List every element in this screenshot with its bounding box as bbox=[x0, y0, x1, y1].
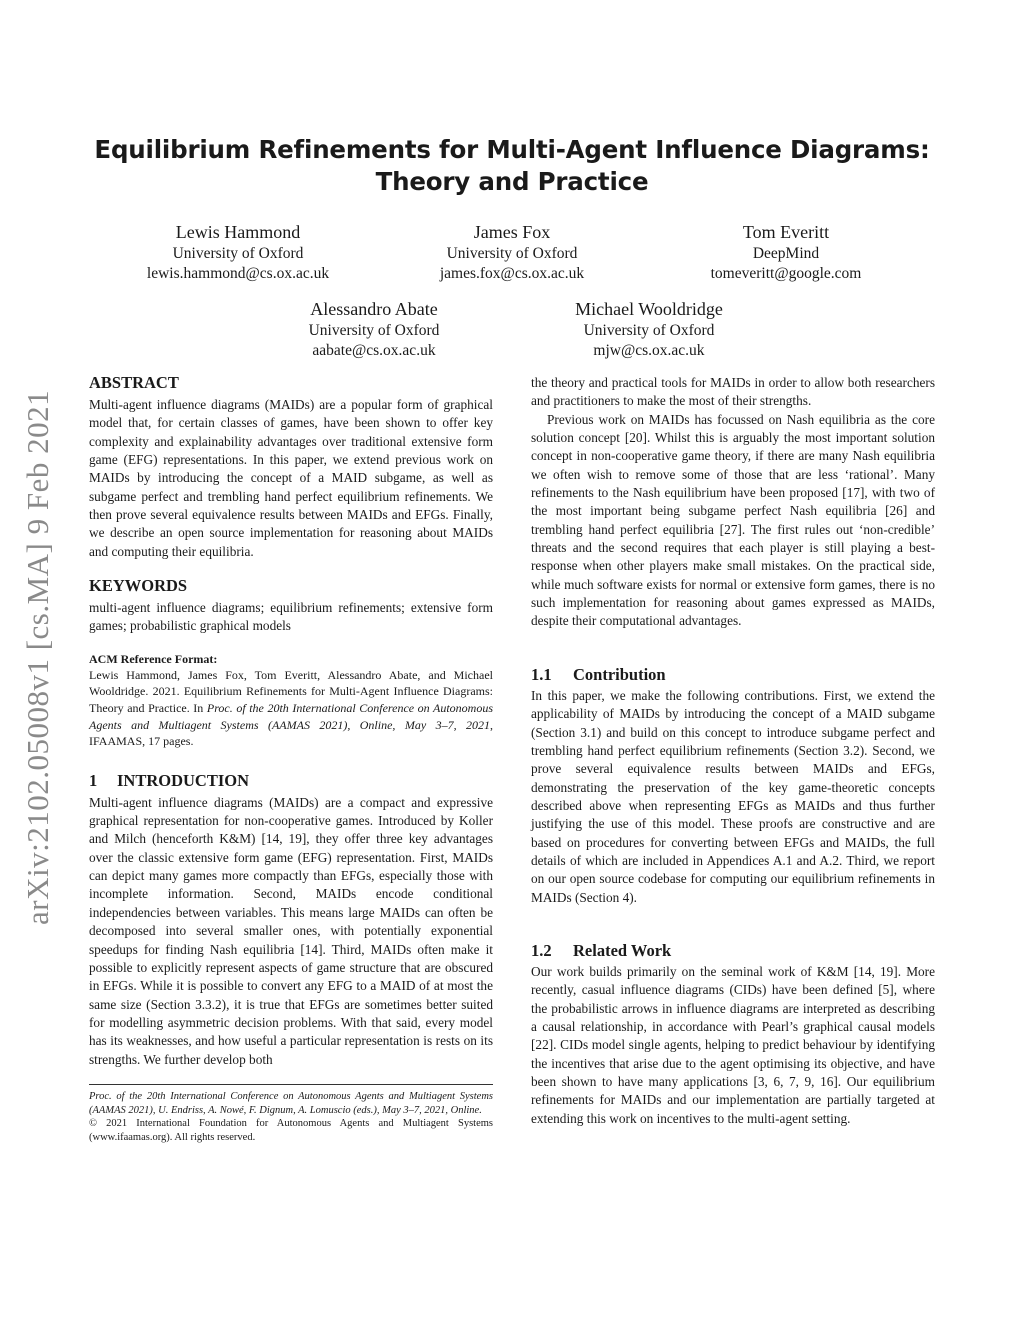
author-email: james.fox@cs.ox.ac.uk bbox=[439, 265, 585, 282]
right-column bbox=[531, 374, 935, 1128]
section-heading-contribution: 1.1 Contribution bbox=[531, 664, 666, 684]
author-affiliation: University of Oxford bbox=[172, 245, 304, 262]
author-name: Michael Wooldridge bbox=[575, 299, 723, 319]
acm-reference-heading: ACM Reference Format: bbox=[89, 651, 218, 666]
author-affiliation: DeepMind bbox=[752, 245, 820, 262]
author-email: lewis.hammond@cs.ox.ac.uk bbox=[146, 265, 330, 282]
author-email: tomeveritt@google.com bbox=[710, 265, 862, 282]
author-affiliation: University of Oxford bbox=[308, 322, 440, 339]
keywords-heading: KEYWORDS bbox=[89, 576, 188, 596]
acm-reference: Lewis Hammond, James Fox, Tom Everitt, Alessandro Abate, and Michael Wooldridge. 2021. Equilibrium Refinements for Multi-Agent Influence Diagrams: Theory and Practice. In Proc. of the 20th International Conference on Autonomous Agents and Multiagent Systems (AAMAS 2021), Online, May 3–7, 2021, IFAAMAS, 17 pages. bbox=[89, 667, 493, 749]
introduction-continuation: the theory and practical tools for MAIDs in order to allow both researchers and practitioners to make the most of their strengths. bbox=[531, 375, 935, 409]
abstract-text: Multi-agent influence diagrams (MAIDs) are a popular form of graphical model that, for certain classes of games, have been shown to offer key complexity and explainability advantages over traditional extensive form game (EFG) representations. In this paper, we extend previous work on MAIDs by introducing the concept of a MAID subgame, as well as subgame perfect and trembling hand perfect equilibrium refinements. We then prove several equivalence results between MAIDs and EFGs. Finally, we describe an open source implementation for reasoning about MAIDs and computing their equilibria. bbox=[89, 397, 493, 559]
author-name: Alessandro Abate bbox=[310, 299, 438, 319]
abstract-heading: ABSTRACT bbox=[89, 373, 179, 392]
contribution-text: In this paper, we make the following contributions. First, we extend the applicability of MAIDs by introducing the concept of a MAID subgame (Section 3.1) and build on this concept to introduce subgame perfect and trembling hand perfect equilibrium refinements (Section 3.2). Second, we prove several equivalence results between MAIDs and EFGs, demonstrating the preservation of the key game-theoretic concepts described above when representing EFGs as MAIDs and thus further justifying the use of this model. These proofs are constructive and are based on procedures for converting between EFGs and MAIDs, the full details of which are included in Appendices A.1 and A.2. Third, we report on our open source codebase for computing our equilibrium refinements in MAIDs (Section 4). bbox=[531, 687, 935, 905]
author-block bbox=[636, 220, 936, 284]
author-name: Lewis Hammond bbox=[175, 222, 301, 242]
acm-venue: Proc. of the 20th International Conference on Autonomous Agents and Multiagent Systems (AAMAS 2021), Online, May 3–7, 2021 bbox=[89, 700, 493, 732]
author-name: James Fox bbox=[473, 222, 551, 242]
previous-work-text: Previous work on MAIDs has focussed on Nash equilibria as the core solution concept [20]. Whilst this is arguably the most important solution concept in non-cooperative game theory, if there are many Nash equilibria we often wish to remove some of those that are less ‘rational’. Many refinements to the Nash equilibrium have been proposed [17], with two of the most important being subgame perfect Nash equilibria [26] and trembling hand perfect equilibria [27]. The first rules out ‘non-credible’ threats and the second requires that each player is still playing a best-response when other players make small mistakes. On the practical side, while much software exists for normal or extensive form games, there is no such implementation for reasoning about games expressed as MAIDs, despite their computational advantages. bbox=[531, 411, 935, 629]
conference-footnote: Proc. of the 20th International Conference on Autonomous Agents and Multiagent Systems (AAMAS 2021), U. Endriss, A. Nowé, F. Dignum, A. Lomuscio (eds.), May 3–7, 2021, Online. © 2021 International Foundation for Autonomous Agents and Multiagent Systems (www.ifaamas.org). All rights reserved. bbox=[89, 1090, 493, 1143]
related-work-text: Our work builds primarily on the seminal work of K&M [14, 19]. More recently, casual influence diagrams (CIDs) have been defined [5], where the probabilistic arrows in influence diagrams are interpreted as describing a causal relationship, in accordance with Pearl’s graphical causal models [22]. CIDs model single agents, helping to predict behaviour by identifying the incentives that arise due to the agent optimising its objective, and have been shown to have many applications [3, 6, 7, 9, 16]. Our equilibrium refinements for MAIDs and our implementation are partially targeted at extending this work on incentives to the multi-agent setting. bbox=[531, 963, 935, 1126]
section-heading-introduction: 1 INTRODUCTION bbox=[89, 770, 250, 790]
page-title bbox=[60, 134, 964, 198]
keywords-text: multi-agent influence diagrams; equilibrium refinements; extensive form games; probabilistic graphical models bbox=[89, 600, 493, 634]
title-line-1: Equilibrium Refinements for Multi-Agent Influence Diagrams: bbox=[94, 135, 930, 164]
section-heading-related-work: 1.2 Related Work bbox=[531, 940, 672, 960]
author-email: mjw@cs.ox.ac.uk bbox=[593, 342, 705, 359]
author-affiliation: University of Oxford bbox=[446, 245, 578, 262]
author-block bbox=[88, 220, 388, 284]
author-name: Tom Everitt bbox=[742, 222, 830, 242]
footnote-divider bbox=[89, 1084, 493, 1085]
author-block bbox=[224, 297, 524, 361]
title-line-2: Theory and Practice bbox=[375, 167, 649, 196]
author-affiliation: University of Oxford bbox=[583, 322, 715, 339]
left-column bbox=[89, 372, 493, 1144]
author-block bbox=[362, 220, 662, 284]
author-block bbox=[499, 297, 799, 361]
author-email: aabate@cs.ox.ac.uk bbox=[312, 342, 436, 359]
introduction-text: Multi-agent influence diagrams (MAIDs) are a compact and expressive graphical representation for non-cooperative games. Introduced by Koller and Milch (henceforth K&M) [14, 19], they offer three key advantages over the classic extensive form game (EFG) representation. First, MAIDs can depict many games more compactly than EFGs, especially those with incomplete information. Second, MAIDs encode conditional independencies between variables. This means large MAIDs can often be decomposed into several smaller ones, with potentially exponential speedups for finding Nash equilibria [14]. Third, MAIDs often make it possible to explicitly represent aspects of game structure that are obscured in EFGs. While it is possible to convert any EFG to a MAID of at most the same size (Section 3.3.2), it is true that EFGs are sometimes better suited for modelling asymmetric decision problems. With that said, every model has its weaknesses, and how useful a particular representation is rests on its strengths. We further develop both bbox=[89, 794, 493, 1067]
